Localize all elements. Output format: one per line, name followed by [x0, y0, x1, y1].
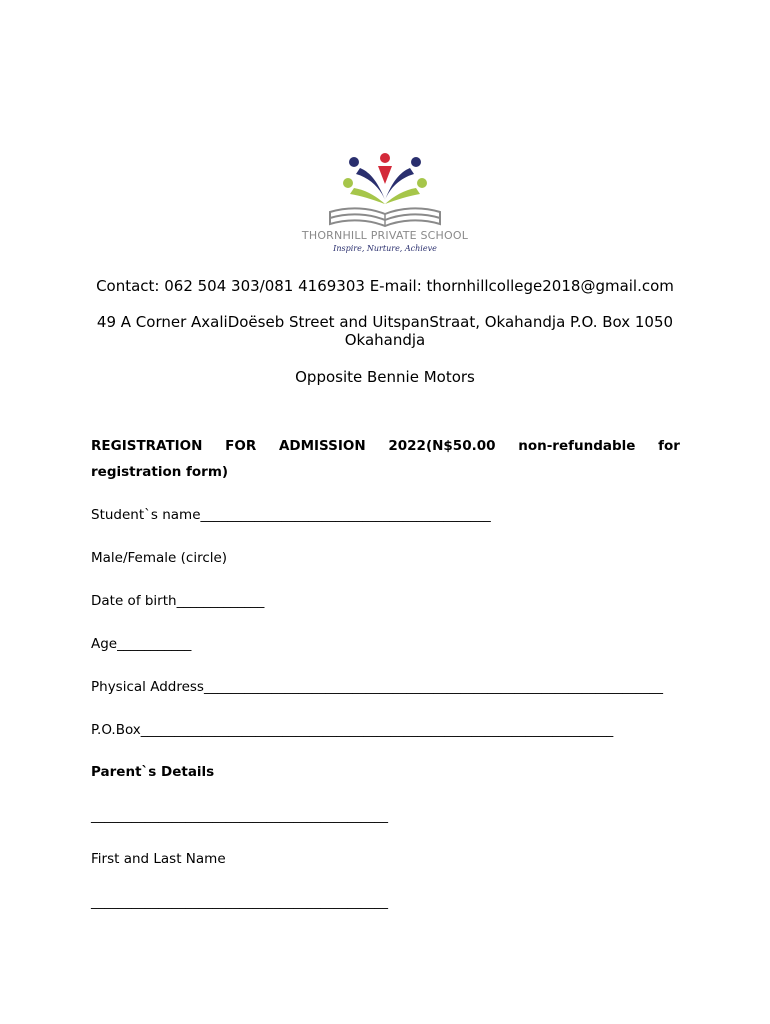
- heading-word: FOR: [225, 438, 257, 454]
- address-line-1: 49 A Corner AxaliDoëseb Street and UitspanStraat, Okahandja P.O. Box 1050: [96, 313, 674, 331]
- parent-name-line-1[interactable]: ____________________________________________: [91, 808, 388, 824]
- heading-word: 2022(N$50.00: [388, 438, 496, 454]
- heading-word: REGISTRATION: [91, 438, 203, 454]
- registration-heading-line-2: registration form): [91, 464, 229, 480]
- landmark-line: Opposite Bennie Motors: [295, 368, 475, 386]
- po-box-field[interactable]: P.O.Box______________________________________________________________________: [91, 722, 614, 738]
- parent-name-line-2[interactable]: ____________________________________________: [91, 894, 388, 910]
- heading-word: non-refundable: [518, 438, 636, 454]
- logo-motto: Inspire, Nurture, Achieve: [333, 244, 437, 253]
- school-logo-graphic: [300, 150, 470, 260]
- heading-word: for: [658, 438, 680, 454]
- age-field[interactable]: Age___________: [91, 636, 192, 652]
- school-logo: [300, 150, 470, 260]
- gender-field[interactable]: Male/Female (circle): [91, 550, 228, 566]
- parents-details-heading: Parent`s Details: [91, 764, 215, 780]
- contact-line: Contact: 062 504 303/081 4169303 E-mail: thornhillcollege2018@gmail.com: [96, 277, 674, 295]
- first-last-name-label: First and Last Name: [91, 851, 226, 867]
- heading-word: ADMISSION: [278, 438, 366, 454]
- logo-school-name: THORNHILL PRIVATE SCHOOL: [301, 229, 469, 242]
- address-line-2: Okahandja: [344, 331, 426, 349]
- physical-address-field[interactable]: Physical Address____________________________________________________________________: [91, 679, 663, 695]
- registration-heading: [91, 438, 680, 454]
- date-of-birth-field[interactable]: Date of birth_____________: [91, 593, 265, 609]
- student-name-field[interactable]: Student`s name___________________________________________: [91, 507, 491, 523]
